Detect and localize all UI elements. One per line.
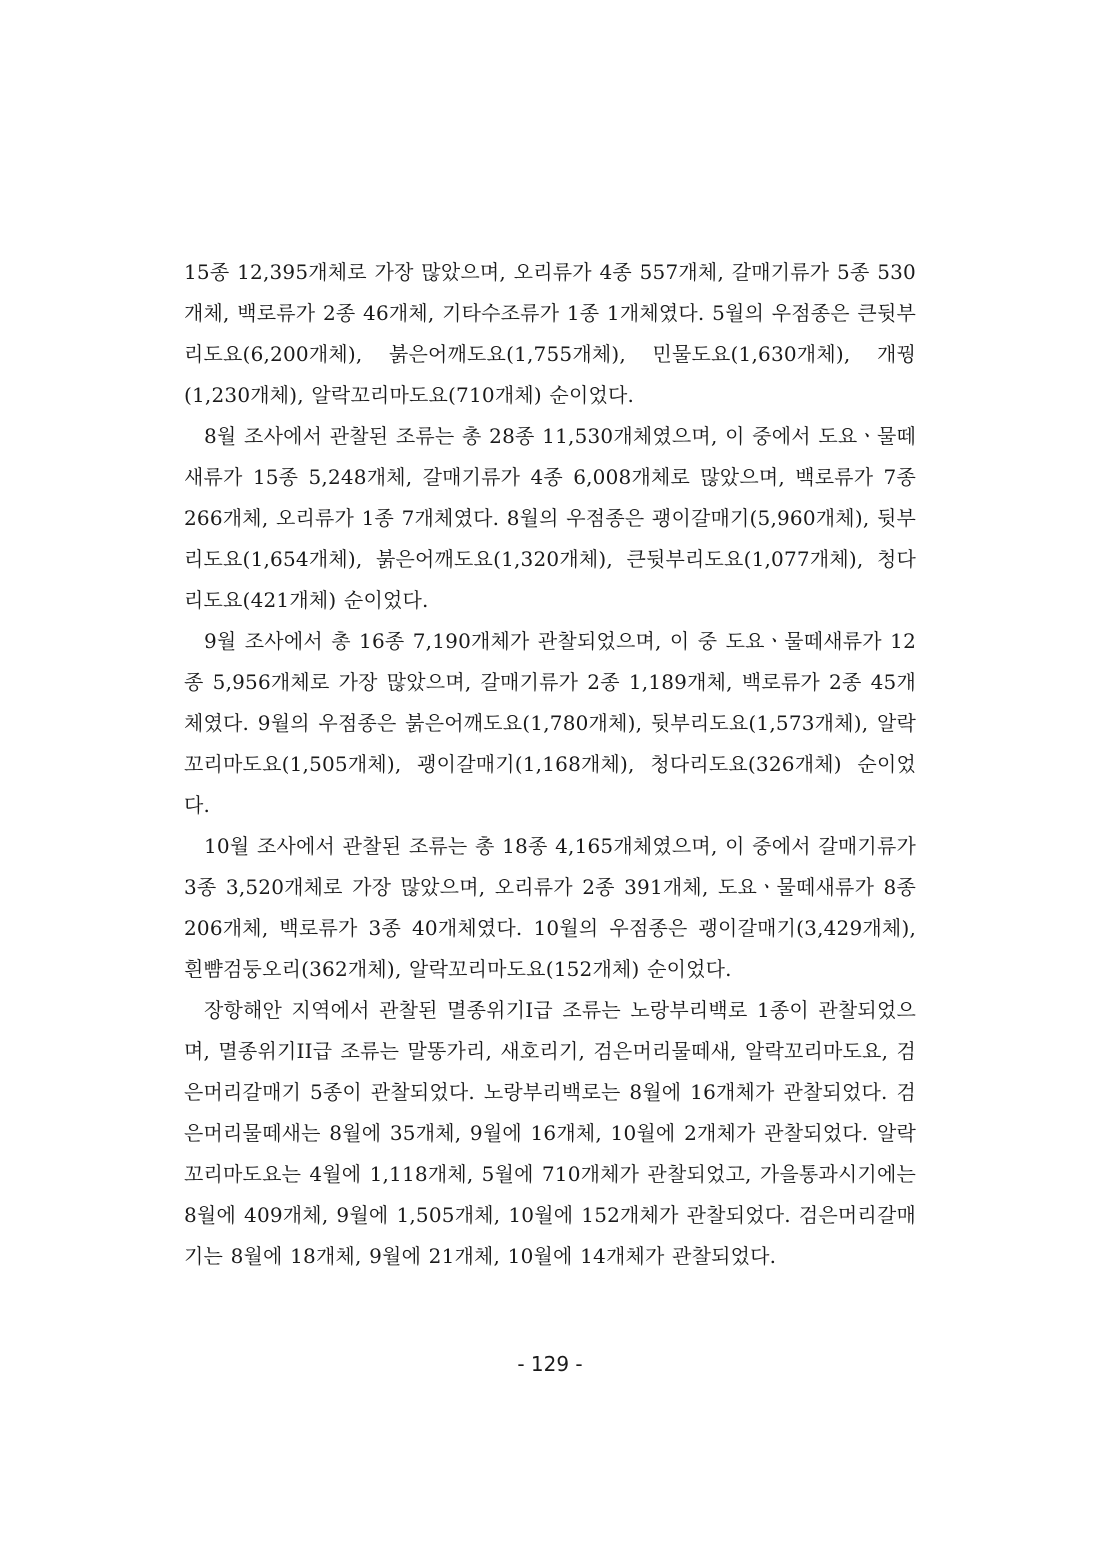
paragraph-continuation-may: 15종 12,395개체로 가장 많았으며, 오리류가 4종 557개체, 갈매기류가 5종 530개체, 백로류가 2종 46개체, 기타수조류가 1종 1개체였다. 5월의 우점종은 큰뒷부리도요(6,200개체), 붉은어깨도요(1,755개체), 민물도요(1,630개체), 개꿩(1,230개체), 알락꼬리마도요(710개체) 순이었다. [184,260,916,407]
paragraph-august-survey: 8월 조사에서 관찰된 조류는 총 28종 11,530개체였으며, 이 중에서 도요ㆍ물떼새류가 15종 5,248개체, 갈매기류가 4종 6,008개체로 많았으며, 백로류가 7종 266개체, 오리류가 1종 7개체였다. 8월의 우점종은 괭이갈매기(5,960개체), 뒷부리도요(1,654개체), 붉은어깨도요(1,320개체), 큰뒷부리도요(1,077개체), 청다리도요(421개체) 순이었다. [184,424,916,612]
body-text [184,252,916,1277]
page-number: - 129 - [517,1352,583,1376]
paragraph-endangered-species: 장항해안 지역에서 관찰된 멸종위기I급 조류는 노랑부리백로 1종이 관찰되었으며, 멸종위기II급 조류는 말똥가리, 새호리기, 검은머리물떼새, 알락꼬리마도요, 검은머리갈매기 5종이 관찰되었다. 노랑부리백로는 8월에 16개체가 관찰되었다. 검은머리물떼새는 8월에 35개체, 9월에 16개체, 10월에 2개체가 관찰되었다. 알락꼬리마도요는 4월에 1,118개체, 5월에 710개체가 관찰되었고, 가을통과시기에는 8월에 409개체, 9월에 1,505개체, 10월에 152개체가 관찰되었다. 검은머리갈매기는 8월에 18개체, 9월에 21개체, 10월에 14개체가 관찰되었다. [184,998,916,1268]
paragraph-october-survey: 10월 조사에서 관찰된 조류는 총 18종 4,165개체였으며, 이 중에서 갈매기류가 3종 3,520개체로 가장 많았으며, 오리류가 2종 391개체, 도요ㆍ물떼새류가 8종 206개체, 백로류가 3종 40개체였다. 10월의 우점종은 괭이갈매기(3,429개체), 흰뺨검둥오리(362개체), 알락꼬리마도요(152개체) 순이었다. [184,834,916,981]
paragraph-september-survey: 9월 조사에서 총 16종 7,190개체가 관찰되었으며, 이 중 도요ㆍ물떼새류가 12종 5,956개체로 가장 많았으며, 갈매기류가 2종 1,189개체, 백로류가 2종 45개체였다. 9월의 우점종은 붉은어깨도요(1,780개체), 뒷부리도요(1,573개체), 알락꼬리마도요(1,505개체), 괭이갈매기(1,168개체), 청다리도요(326개체) 순이었다. [184,629,916,817]
